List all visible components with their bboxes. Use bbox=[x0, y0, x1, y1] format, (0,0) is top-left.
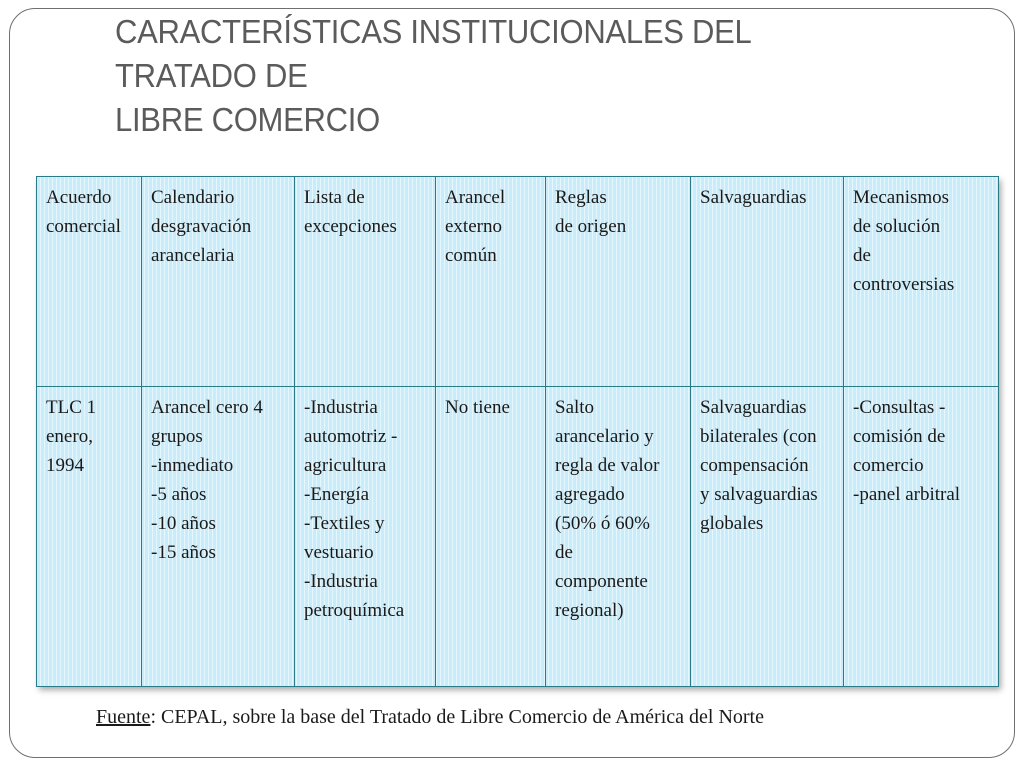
source-note bbox=[96, 706, 764, 729]
cell-salvaguardias: Salvaguardias bilaterales (con compensación y salvaguardias globales bbox=[691, 387, 844, 687]
cell-acuerdo-comercial: TLC 1 enero, 1994 bbox=[37, 387, 142, 687]
cell-calendario-desgravacion: Arancel cero 4 grupos -inmediato -5 años -10 años -15 años bbox=[142, 387, 295, 687]
header-reglas-origen: Reglas de origen bbox=[546, 177, 691, 387]
title-line-1: CARACTERÍSTICAS INSTITUCIONALES DEL bbox=[115, 13, 752, 50]
header-salvaguardias: Salvaguardias bbox=[691, 177, 844, 387]
cell-mecanismos-solucion: -Consultas - comisión de comercio -panel arbitral bbox=[844, 387, 999, 687]
cell-arancel-externo: No tiene bbox=[436, 387, 546, 687]
title-line-3: LIBRE COMERCIO bbox=[115, 101, 380, 138]
source-label: Fuente bbox=[96, 706, 151, 728]
header-acuerdo-comercial: Acuerdo comercial bbox=[37, 177, 142, 387]
table-row bbox=[37, 387, 999, 687]
institutional-characteristics-table bbox=[36, 176, 998, 686]
header-calendario-desgravacion: Calendario desgravación arancelaria bbox=[142, 177, 295, 387]
header-mecanismos-solucion: Mecanismos de solución de controversias bbox=[844, 177, 999, 387]
header-arancel-externo: Arancel externo común bbox=[436, 177, 546, 387]
table-header-row bbox=[37, 177, 999, 387]
header-lista-excepciones: Lista de excepciones bbox=[295, 177, 436, 387]
cell-reglas-origen: Salto arancelario y regla de valor agregado (50% ó 60% de componente regional) bbox=[546, 387, 691, 687]
slide-title bbox=[115, 10, 867, 142]
cell-lista-excepciones: -Industria automotriz - agricultura -Energía -Textiles y vestuario -Industria petroquímica bbox=[295, 387, 436, 687]
source-text: : CEPAL, sobre la base del Tratado de Libre Comercio de América del Norte bbox=[150, 706, 764, 728]
title-line-2: TRATADO DE bbox=[115, 57, 308, 94]
